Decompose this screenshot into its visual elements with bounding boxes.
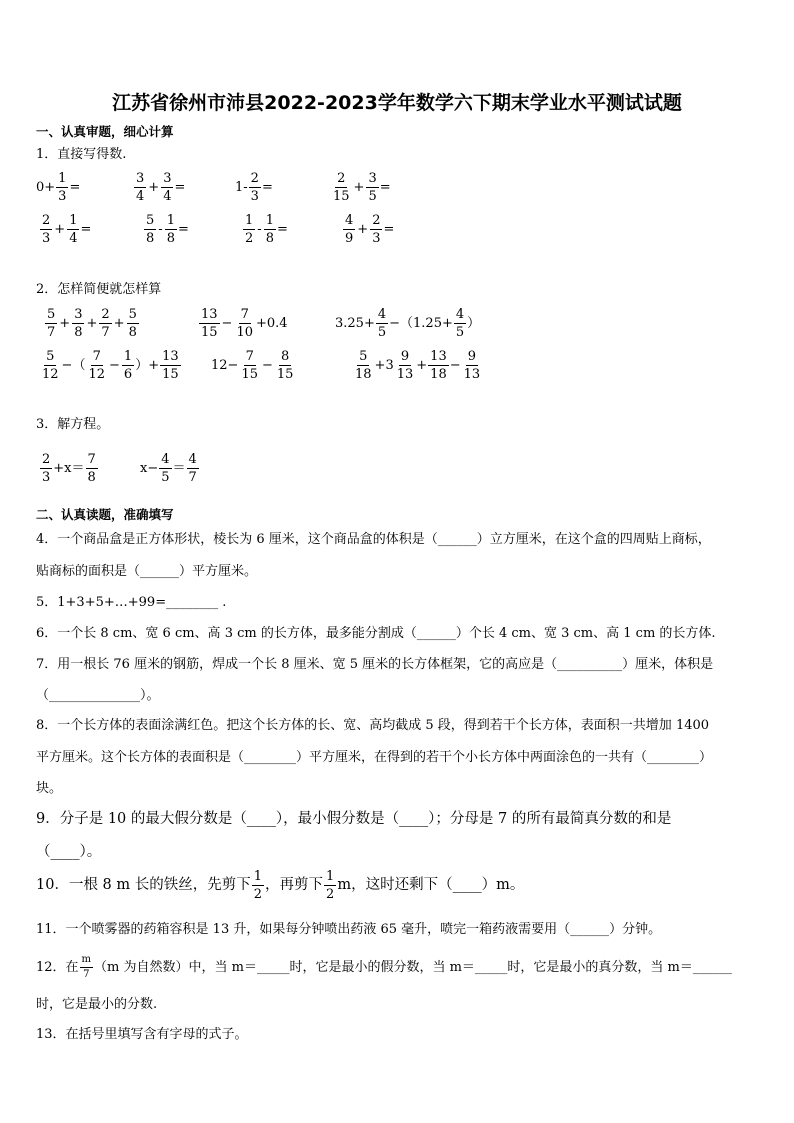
q1-label: 1．直接写得数. [36,147,127,162]
q9-line-2: （____）。 [36,844,102,860]
q6-text: 6．一个长 8 cm、宽 6 cm、高 3 cm 的长方体，最多能分割成（______）个长 4 cm、宽 3 cm、高 1 cm 的长方体. [36,626,716,641]
q3-equation-1: $\frac{2}{3}$ +x＝ $\frac{7}{8}$ [42,452,96,485]
q2-expr-2: $\frac{13}{15}$ − $\frac{7}{10}$ +0.4 [201,307,288,340]
q12-line-2: 时，它是最小的分数. [36,997,158,1012]
section-2-heading: 二、认真读题，准确填写 [36,507,174,522]
q1-item-7: $\frac{1}{2}$ - $\frac{1}{8}$ = [245,213,288,246]
q1-item-8: $\frac{4}{9}$ + $\frac{2}{3}$ = [345,213,395,246]
q2-expr-5: 12− $\frac{7}{15}$ − $\frac{8}{15}$ [211,349,294,382]
q8-line-1: 8．一个长方体的表面涂满红色。把这个长方体的长、宽、高均截成 5 段，得到若干个长方体，表面积一共增加 1400 [36,718,710,733]
q3-label: 3．解方程。 [36,417,110,432]
q2-expr-1: $\frac{5}{7}$ + $\frac{3}{8}$ + $\frac{2}{7}$ + $\frac{5}{8}$ [47,307,137,340]
q7-line-1: 7．用一根长 76 厘米的钢筋，焊成一个长 8 厘米、宽 5 厘米的长方体框架，它的高应是（__________）厘米，体积是 [36,657,714,672]
q3-equation-2: x− $\frac{4}{5}$ ＝ $\frac{4}{7}$ [140,452,197,485]
q8-line-3: 块。 [36,781,63,796]
q11-text: 11．一个喷雾器的药箱容积是 13 升，如果每分钟喷出药液 65 毫升，喷完一箱药液需要用（______）分钟。 [36,922,662,937]
q4-line-2: 贴商标的面积是（______）平方厘米。 [36,564,258,579]
q4-line-1: 4．一个商品盒是正方体形状，棱长为 6 厘米，这个商品盒的体积是（______）立方厘米，在这个盒的四周贴上商标， [36,532,711,547]
q7-line-2: （______________）。 [36,688,160,703]
q1-item-1: 0+ $\frac{1}{3}$ = [36,171,81,204]
q2-expr-6: $\frac{5}{18}$ +3 $\frac{9}{13}$ + $\frac{13}{18}$ − $\frac{9}{13}$ [355,349,481,382]
q1-item-4: $\frac{2}{15}$ + $\frac{3}{5}$ = [333,171,391,204]
q1-item-3: 1- $\frac{2}{3}$ = [235,171,273,204]
q1-item-2: $\frac{3}{4}$ + $\frac{3}{4}$ = [136,171,186,204]
section-1-heading: 一、认真审题，细心计算 [36,124,174,139]
q10-text: 10．一根 8 m 长的铁丝，先剪下 $\frac{1}{2}$ ，再剪下 $\frac{1}{2}$ m，这时还剩下（____）m。 [36,869,525,902]
q2-expr-3: 3.25+ $\frac{4}{5}$ −（1.25+ $\frac{4}{5}$ ） [335,307,481,340]
q12-line-1: 12．在 $\frac{m}{7}$ （m 为自然数）中，当 m＝_____时，它是最小的假分数，当 m＝_____时，它是最小的真分数，当 m＝______ [36,954,732,980]
q2-label: 2．怎样简便就怎样算 [36,282,162,297]
q1-item-6: $\frac{5}{8}$ - $\frac{1}{8}$ = [146,213,189,246]
q8-line-2: 平方厘米。这个长方体的表面积是（________）平方厘米，在得到的若干个小长方体中两面涂色的一共有（________） [36,750,713,765]
q1-item-5: $\frac{2}{3}$ + $\frac{1}{4}$ = [42,213,92,246]
q13-text: 13．在括号里填写含有字母的式子。 [36,1027,248,1042]
q2-expr-4: $\frac{5}{12}$ −（ $\frac{7}{12}$ − $\frac{1}{6}$ ）+ $\frac{13}{15}$ [42,349,179,382]
q9-line-1: 9．分子是 10 的最大假分数是（____），最小假分数是（____）；分母是 7 的所有最简真分数的和是 [36,811,672,827]
page-title: 江苏省徐州市沛县2022-2023学年数学六下期末学业水平测试试题 [112,92,682,114]
q5-text: 5．1+3+5+…+99=________ . [36,595,227,610]
